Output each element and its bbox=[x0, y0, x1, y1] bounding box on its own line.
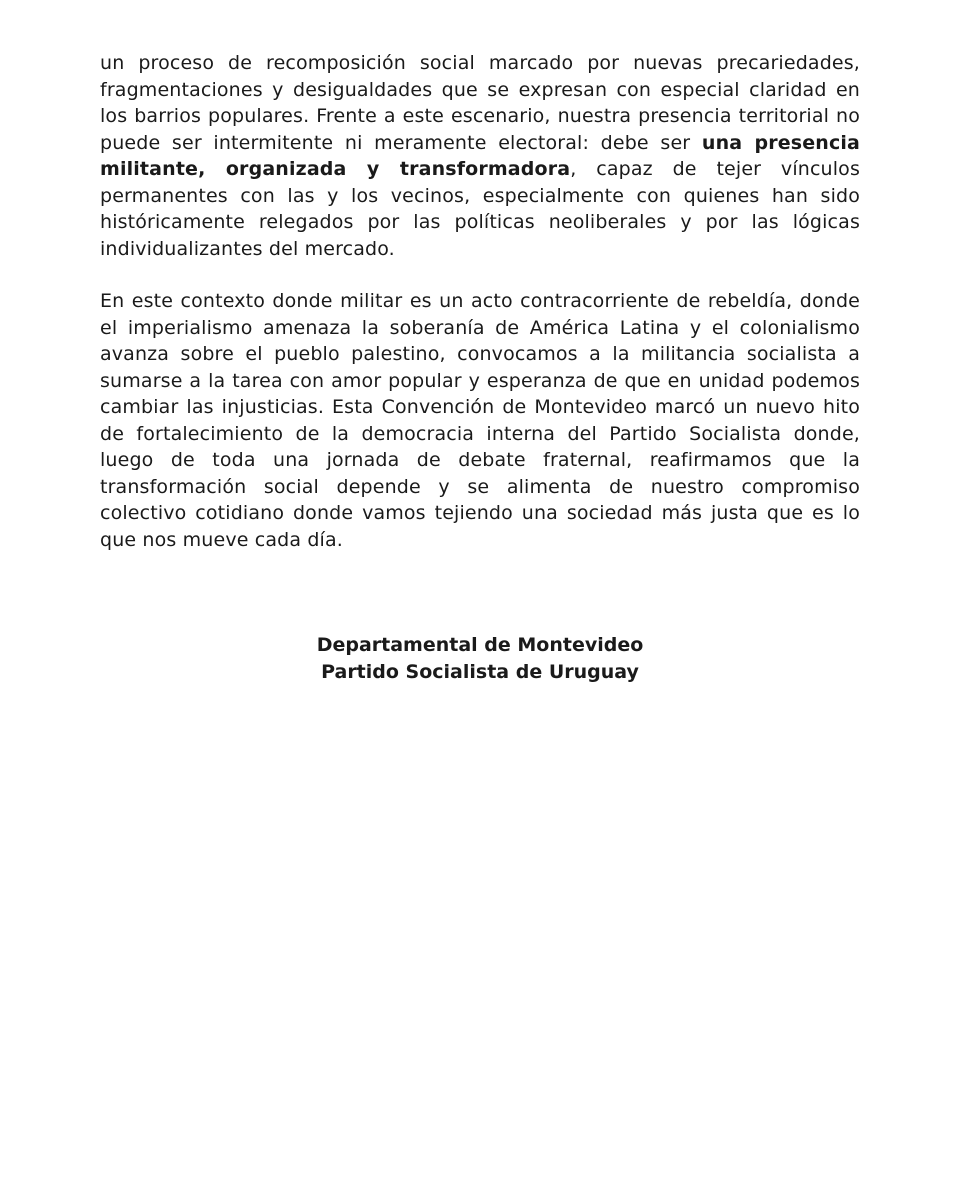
document-body bbox=[100, 50, 860, 553]
signature-block bbox=[0, 632, 960, 686]
paragraph-1-text-end: , capaz de tejer vínculos permanentes con las y los vecinos, especialmente con quienes han sido históricamente relegados por las políticas neoliberales y por las lógicas individualizantes del mercado. bbox=[100, 158, 860, 260]
signature-line-2: Partido Socialista de Uruguay bbox=[321, 661, 639, 683]
paragraph-1-bold-phrase: una presencia militante, organizada y transformadora bbox=[100, 131, 860, 180]
signature-line-1: Departamental de Montevideo bbox=[316, 634, 644, 656]
paragraph-1 bbox=[100, 50, 860, 262]
paragraph-1-text-start: un proceso de recomposición social marcado por nuevas precariedades, fragmentaciones y desigualdades que se expresan con especial claridad en los barrios populares. Frente a este escenario, nuestra presencia territorial no puede ser intermitente ni meramente electoral: debe ser bbox=[100, 52, 860, 154]
paragraph-2: En este contexto donde militar es un acto contracorriente de rebeldía, donde el imperialismo amenaza la soberanía de América Latina y el colonialismo avanza sobre el pueblo palestino, convocamos a la militancia socialista a sumarse a la tarea con amor popular y esperanza de que en unidad podemos cambiar las injusticias. Esta Convención de Montevideo marcó un nuevo hito de fortalecimiento de la democracia interna del Partido Socialista donde, luego de toda una jornada de debate fraternal, reafirmamos que la transformación social depende y se alimenta de nuestro compromiso colectivo cotidiano donde vamos tejiendo una sociedad más justa que es lo que nos mueve cada día. bbox=[100, 290, 860, 551]
